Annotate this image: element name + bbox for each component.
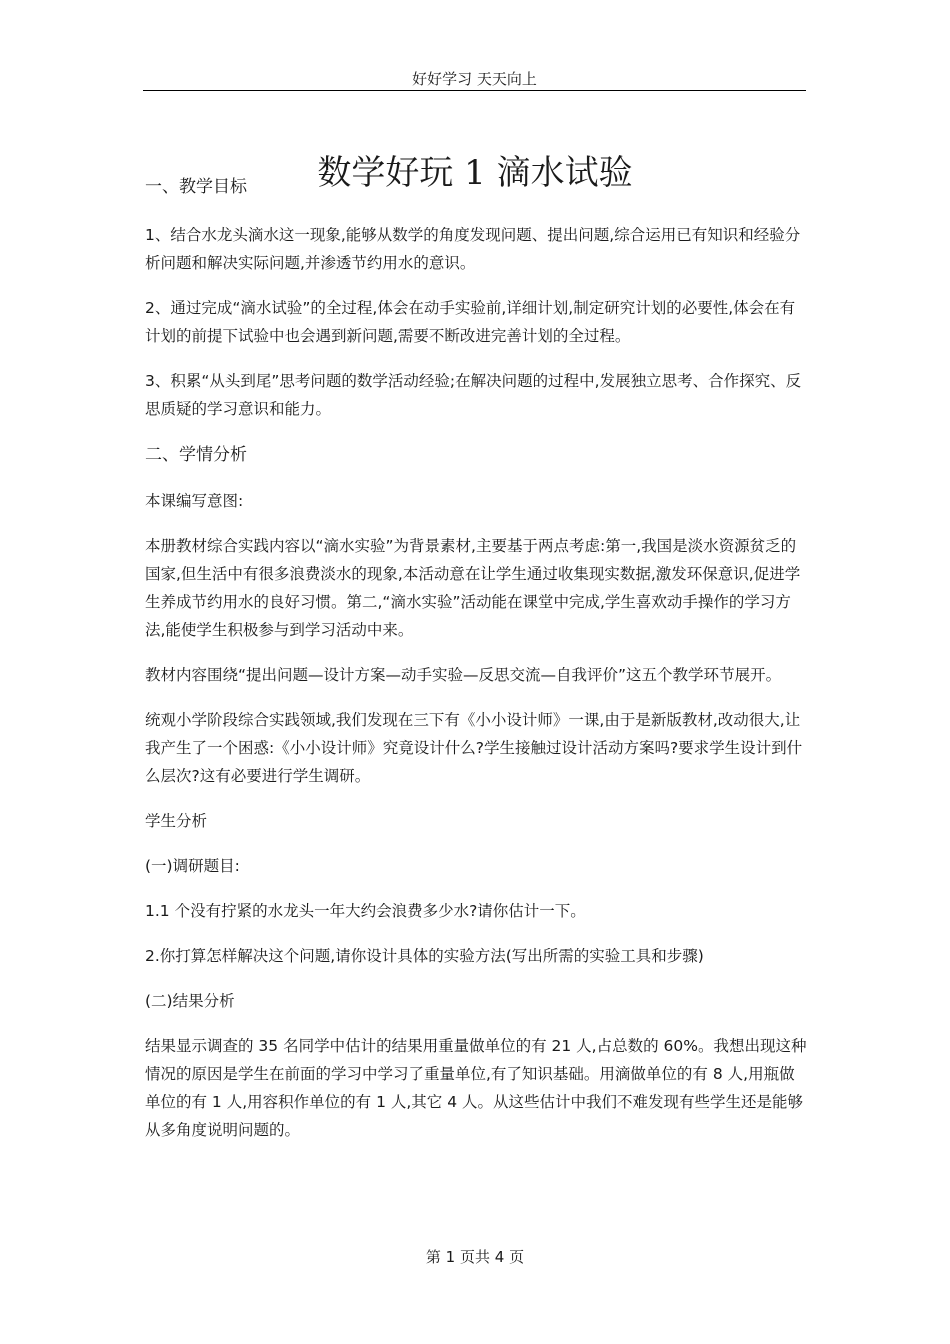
intent-label: 本课编写意图: [145, 492, 244, 510]
result-label: (二)结果分析 [145, 992, 235, 1010]
result-paragraph: 结果显示调查的 35 名同学中估计的结果用重量做单位的有 21 人,占总数的 60%。我想出现这种情况的原因是学生在前面的学习中学习了重量单位,有了知识基础。用滴做单位的有 8 人,用瓶做单位的有 1 人,用容积作单位的有 1 人,其它 4 人。从这些估计中我们不难发现有些学生还是能够从多角度说明问题的。 [145, 1037, 807, 1139]
document-title: 数学好玩 1 滴水试验 [317, 152, 633, 193]
paragraph: 教材内容围绕“提出问题—设计方案—动手实验—反思交流—自我评价”这五个教学环节展开。 [145, 666, 782, 684]
page-footer: 第 1 页共 4 页 [425, 1248, 525, 1266]
survey-question: 2.你打算怎样解决这个问题,请你设计具体的实验方法(写出所需的实验工具和步骤) [145, 947, 704, 965]
survey-label: (一)调研题目: [145, 857, 240, 875]
section-heading-goals: 一、教学目标 [145, 177, 247, 197]
page-header: 好好学习 天天向上 [143, 68, 806, 91]
goal-item: 1、结合水龙头滴水这一现象,能够从数学的角度发现问题、提出问题,综合运用已有知识和经验分析问题和解决实际问题,并渗透节约用水的意识。 [145, 226, 801, 272]
survey-question: 1.1 个没有拧紧的水龙头一年大约会浪费多少水?请你估计一下。 [145, 902, 586, 920]
section-heading-analysis: 二、学情分析 [145, 445, 247, 465]
document-body [145, 172, 809, 1144]
paragraph: 本册教材综合实践内容以“滴水实验”为背景素材,主要基于两点考虑:第一,我国是淡水资源贫乏的国家,但生活中有很多浪费淡水的现象,本活动意在让学生通过收集现实数据,激发环保意识,促进学生养成节约用水的良好习惯。第二,“滴水实验”活动能在课堂中完成,学生喜欢动手操作的学习方法,能使学生积极参与到学习活动中来。 [145, 537, 801, 639]
goal-item: 2、通过完成“滴水试验”的全过程,体会在动手实验前,详细计划,制定研究计划的必要性,体会在有计划的前提下试验中也会遇到新问题,需要不断改进完善计划的全过程。 [145, 299, 796, 345]
student-analysis-label: 学生分析 [145, 812, 208, 830]
paragraph: 统观小学阶段综合实践领域,我们发现在三下有《小小设计师》一课,由于是新版教材,改动很大,让我产生了一个困惑:《小小设计师》究竟设计什么?学生接触过设计活动方案吗?要求学生设计到什么层次?这有必要进行学生调研。 [145, 711, 803, 785]
goal-item: 3、积累“从头到尾”思考问题的数学活动经验;在解决问题的过程中,发展独立思考、合作探究、反思质疑的学习意识和能力。 [145, 372, 802, 418]
